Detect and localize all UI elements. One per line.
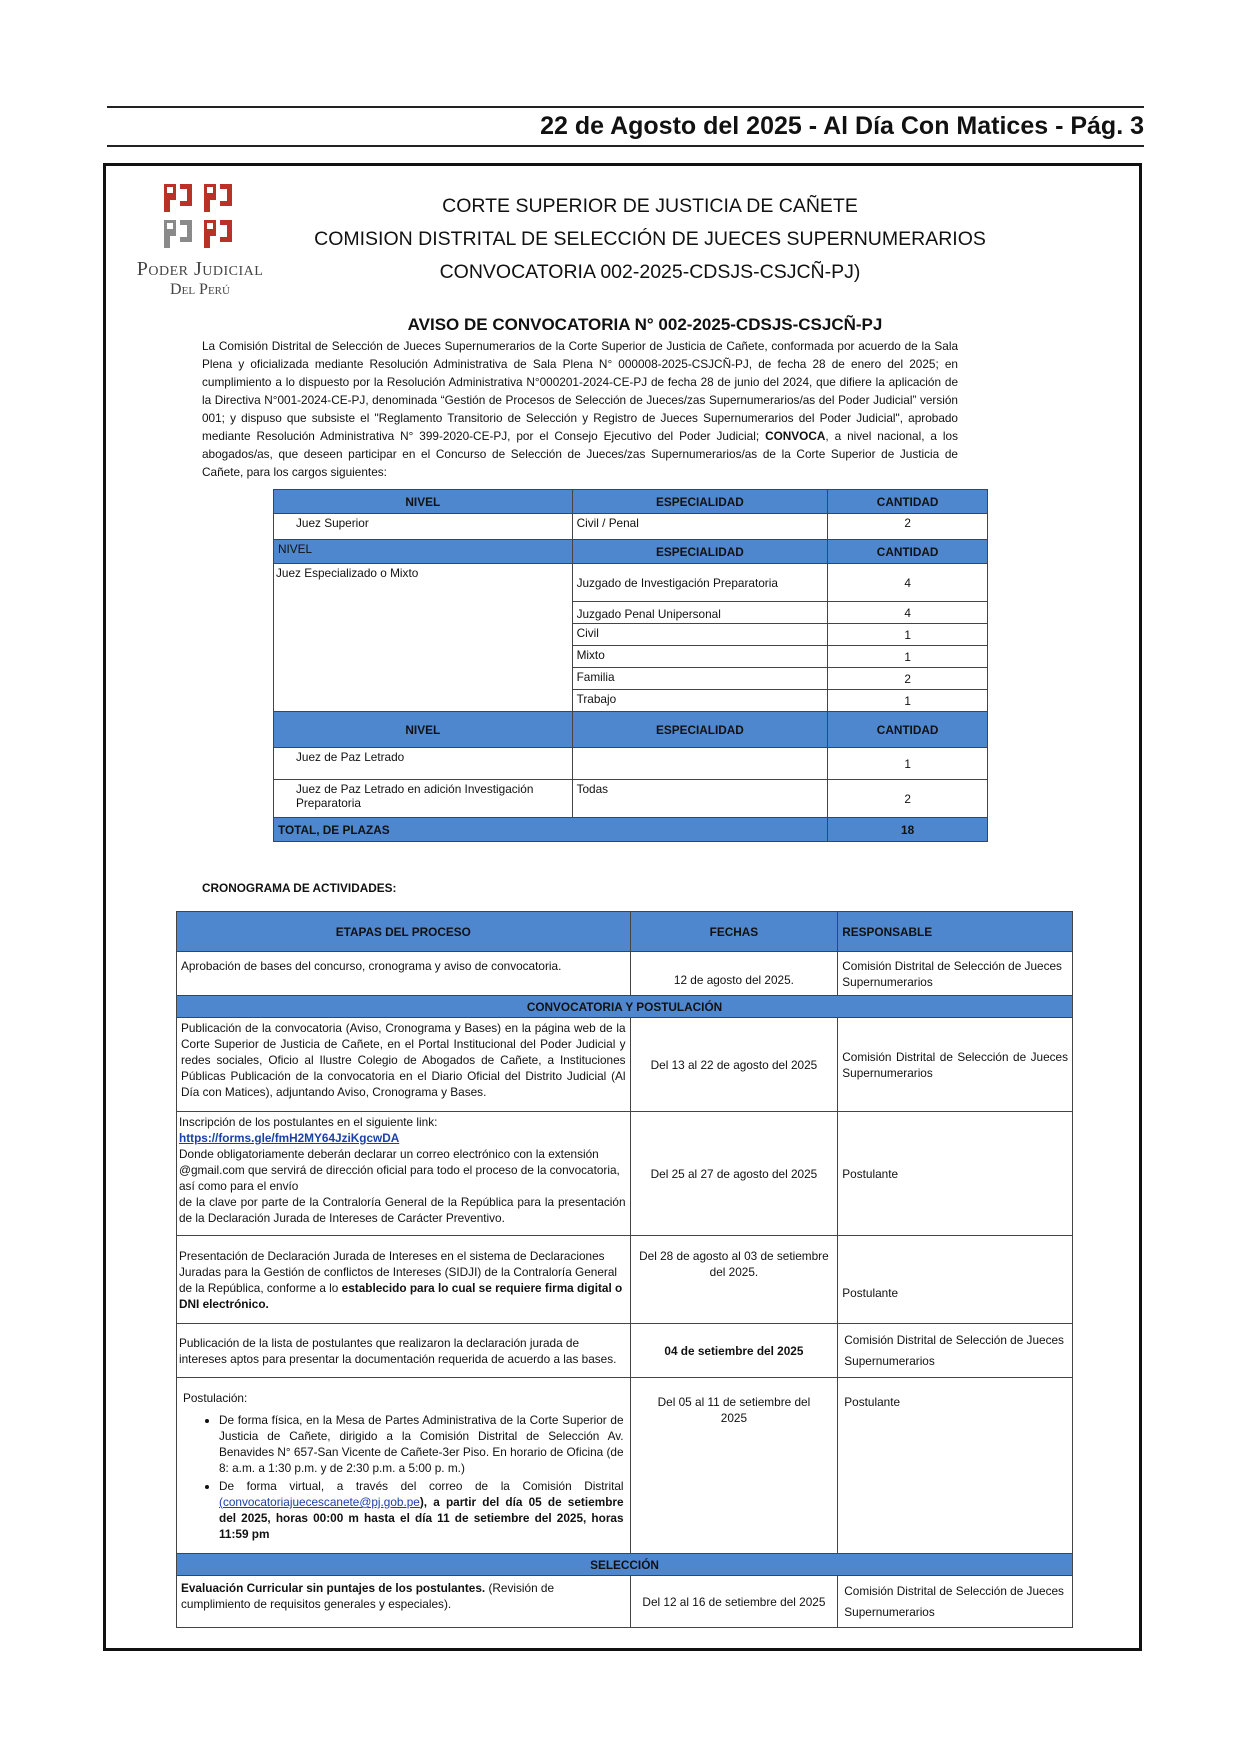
cantidad-cell: 1 (828, 690, 988, 712)
commission-email-link[interactable] (219, 1495, 420, 1509)
intro-text: La Comisión Distrital de Selección de Jueces Supernumerarios de la Corte Superior de Justicia de Cañete, conformada por acuerdo de la Sala Plena y oficializada mediante Resolución Administrativa de Sala Plena N° 000008-2025-CSJCÑ-PJ, de fecha 28 de enero del 2025; en cumplimiento a lo dispuesto por la Resolución Administrativa N°000201-2024-CE-PJ de fecha 28 de junio del 2024, que difiere la aplicación de la Directiva N°001-2024-CE-PJ, denominada “Gestión de Procesos de Selección de Jueces/zas Supernumerarios/as del Poder Judicial” versión 001; y dispuso que subsiste el "Reglamento Transitorio de Selección y Registro de Jueces Supernumerarios del Poder Judicial", aprobado mediante Resolución Administrativa N° 399-2020-CE-PJ, por el Consejo Ejecutivo del Poder Judicial; (202, 339, 958, 443)
col-header-etapas: ETAPAS DEL PROCESO (177, 912, 631, 952)
table-row (177, 952, 1073, 996)
especialidad-cell: Todas (572, 780, 828, 818)
institution-line1: CORTE SUPERIOR DE JUSTICIA DE CAÑETE (442, 195, 858, 217)
institution-line2: COMISION DISTRITAL DE SELECCIÓN DE JUECES SUPERNUMERARIOS (314, 228, 986, 250)
inscripcion-line1: Inscripción de los postulantes en el siguiente link: (179, 1115, 438, 1129)
fecha-cell: 04 de setiembre del 2025 (630, 1324, 838, 1378)
email-open-paren: ( (219, 1495, 223, 1509)
intro-text-end: , a nivel nacional, a los abogados/as, que deseen participar en el Concurso de Selección de Jueces/zas Supernumerarios/as de la Corte Superior de Justicia de Cañete, para los cargos siguientes: (202, 429, 958, 479)
etapa-cell: Aprobación de bases del concurso, cronograma y aviso de convocatoria. (177, 952, 631, 996)
schedule-table (176, 911, 1073, 1628)
responsable-cell: Postulante (838, 1112, 1073, 1236)
intro-convoca: CONVOCA (765, 429, 826, 443)
table-row (177, 1378, 1073, 1554)
inscripcion-form-link[interactable]: https://forms.gle/fmH2MY64JziKgcwDA (179, 1131, 400, 1145)
responsable-cell: Comisión Distrital de Selección de Jueces Supernumerarios (838, 952, 1073, 996)
nivel-cell: Juez Superior (274, 514, 573, 540)
fecha-cell: 12 de agosto del 2025. (630, 952, 838, 996)
col-header-especialidad: ESPECIALIDAD (572, 490, 828, 514)
col-header-nivel: NIVEL (274, 540, 573, 564)
institution-line3: CONVOCATORIA 002-2025-CDSJS-CSJCÑ-PJ) (439, 261, 861, 283)
inscripcion-line2: Donde obligatoriamente deberán declarar un correo electrónico con la extensión @gmail.com que servirá de dirección oficial para todo el proceso de la convocatoria, así como para el envío (179, 1147, 620, 1193)
responsable-cell: Comisión Distrital de Selección de Jueces Supernumerarios (838, 1576, 1073, 1628)
col-header-especialidad: ESPECIALIDAD (572, 712, 828, 748)
table-row (177, 1576, 1073, 1628)
section-row (177, 996, 1073, 1018)
responsable-cell: Postulante (838, 1236, 1073, 1324)
section-seleccion: SELECCIÓN (177, 1554, 1073, 1576)
etapa-cell (177, 1378, 631, 1554)
logo-text-line2: Del Perú (170, 281, 230, 298)
etapa-cell (177, 1236, 631, 1324)
list-item: • De forma física, en la Mesa de Partes Administrativa de la Corte Superior de Justicia de Cañete, dirigido a la Comisión Distrital de Selección Av. Benavides N° 657-San Vicente de Cañete-3er Piso. En horario de Oficina (de 8: a.m. a 1:30 p.m. y de 2:30 p.m. a 5:00 p. m.) (219, 1412, 624, 1476)
responsable-cell: Postulante (838, 1378, 1073, 1554)
section-row (177, 1554, 1073, 1576)
cantidad-cell: 2 (828, 780, 988, 818)
table-row (274, 564, 988, 602)
especialidad-cell: Familia (572, 668, 828, 690)
header-rule-bottom (107, 145, 1144, 147)
fecha-cell: Del 12 al 16 de setiembre del 2025 (630, 1576, 838, 1628)
intro-paragraph (202, 337, 958, 481)
evaluacion-bold: Evaluación Curricular sin puntajes de los postulantes. (181, 1581, 486, 1595)
col-header-cantidad: CANTIDAD (828, 490, 988, 514)
col-header-nivel: NIVEL (274, 490, 573, 514)
especialidad-cell: Mixto (572, 646, 828, 668)
inscripcion-line3: de la clave por parte de la Contraloría General de la República para la presentación de la Declaración Jurada de Intereses de Carácter Preventivo. (179, 1195, 626, 1225)
col-header-nivel: NIVEL (274, 712, 573, 748)
postulacion-virtual-bold: ), a partir del día 05 de setiembre del 2025, horas 00:00 m hasta el día 11 de setiembre del 2025, horas 11:59 pm (219, 1495, 624, 1541)
responsable-cell: Comisión Distrital de Selección de Jueces Supernumerarios (838, 1018, 1073, 1112)
table-row (274, 780, 988, 818)
table-row (274, 748, 988, 780)
page-header: 22 de Agosto del 2025 - Al Día Con Matices - Pág. 3 (540, 112, 1144, 140)
cantidad-cell: 2 (828, 668, 988, 690)
cantidad-cell: 1 (828, 624, 988, 646)
list-item (219, 1478, 624, 1542)
etapa-cell: Publicación de la convocatoria (Aviso, Cronograma y Bases) en la página web de la Corte Superior de Justicia de Cañete, en el Portal Institucional del Poder Judicial y redes sociales, Oficio al Ilustre Colegio de Abogados de Cañete, a Instituciones Públicas Publicación de la convocatoria en el Diario Oficial del Distrito Judicial (Al Día con Matices), adjuntando Aviso, Cronograma y Bases. (177, 1018, 631, 1112)
cantidad-cell: 2 (828, 514, 988, 540)
positions-header-row (274, 712, 988, 748)
nivel-cell: Juez de Paz Letrado en adición Investigación Preparatoria (274, 780, 573, 818)
etapa-cell (177, 1576, 631, 1628)
table-row (177, 1018, 1073, 1112)
col-header-fechas: FECHAS (630, 912, 838, 952)
evaluacion-text: (Revisión de cumplimiento de requisitos generales y especiales). (181, 1581, 555, 1611)
fecha-cell: Del 05 al 11 de setiembre del 2025 (630, 1378, 838, 1554)
especialidad-cell: Trabajo (572, 690, 828, 712)
table-row (177, 1324, 1073, 1378)
poder-judicial-logo (120, 180, 280, 300)
postulacion-list (183, 1412, 624, 1542)
schedule-label: CRONOGRAMA DE ACTIVIDADES: (202, 881, 397, 895)
positions-header-row (274, 490, 988, 514)
especialidad-cell: Civil (572, 624, 828, 646)
nivel-cell: Juez de Paz Letrado (274, 748, 573, 780)
notice-title: AVISO DE CONVOCATORIA N° 002-2025-CDSJS-CSJCÑ-PJ (407, 315, 883, 334)
pj-logo-mark-icon (120, 180, 280, 256)
table-row (274, 514, 988, 540)
header-rule-top (107, 106, 1144, 108)
declaracion-bold: establecido para lo cual se requiere firma digital o DNI electrónico. (179, 1281, 623, 1311)
cantidad-cell: 1 (828, 646, 988, 668)
etapa-cell (177, 1112, 631, 1236)
total-row (274, 818, 988, 842)
section-convocatoria: CONVOCATORIA Y POSTULACIÓN (177, 996, 1073, 1018)
nivel-cell: Juez Especializado o Mixto (274, 564, 573, 712)
cantidad-cell: 4 (828, 602, 988, 624)
positions-header-row (274, 540, 988, 564)
fecha-cell: Del 13 al 22 de agosto del 2025 (630, 1018, 838, 1112)
cantidad-cell: 1 (828, 748, 988, 780)
etapa-cell: Publicación de la lista de postulantes que realizaron la declaración jurada de intereses aptos para presentar la documentación requerida de acuerdo a las bases. (177, 1324, 631, 1378)
col-header-cantidad: CANTIDAD (828, 540, 988, 564)
schedule-header-row (177, 912, 1073, 952)
postulacion-virtual-text: De forma virtual, a través del correo de la Comisión Distrital (219, 1479, 624, 1493)
responsable-cell: Comisión Distrital de Selección de Jueces Supernumerarios (838, 1324, 1073, 1378)
col-header-responsable: RESPONSABLE (838, 912, 1073, 952)
especialidad-cell (572, 748, 828, 780)
total-label: TOTAL, DE PLAZAS (274, 818, 828, 842)
col-header-especialidad: ESPECIALIDAD (572, 540, 828, 564)
logo-text-line1: Poder Judicial (136, 258, 264, 280)
commission-email: convocatoriajuecescanete@pj.gob.pe (222, 1495, 420, 1509)
positions-table (273, 489, 988, 842)
fecha-cell: Del 25 al 27 de agosto del 2025 (630, 1112, 838, 1236)
especialidad-cell: Juzgado Penal Unipersonal (572, 602, 828, 624)
table-row (177, 1112, 1073, 1236)
cantidad-cell: 4 (828, 564, 988, 602)
especialidad-cell: Civil / Penal (572, 514, 828, 540)
table-row (177, 1236, 1073, 1324)
total-value: 18 (828, 818, 988, 842)
especialidad-cell: Juzgado de Investigación Preparatoria (572, 564, 828, 602)
postulacion-title: Postulación: (183, 1391, 248, 1405)
col-header-cantidad: CANTIDAD (828, 712, 988, 748)
fecha-cell: Del 28 de agosto al 03 de setiembre del 2025. (630, 1236, 838, 1324)
declaracion-text: Presentación de Declaración Jurada de Intereses en el sistema de Declaraciones Juradas para la Gestión de conflictos de Intereses (SIDJI) de la Contraloría General de la República, conforme a lo (179, 1249, 618, 1295)
